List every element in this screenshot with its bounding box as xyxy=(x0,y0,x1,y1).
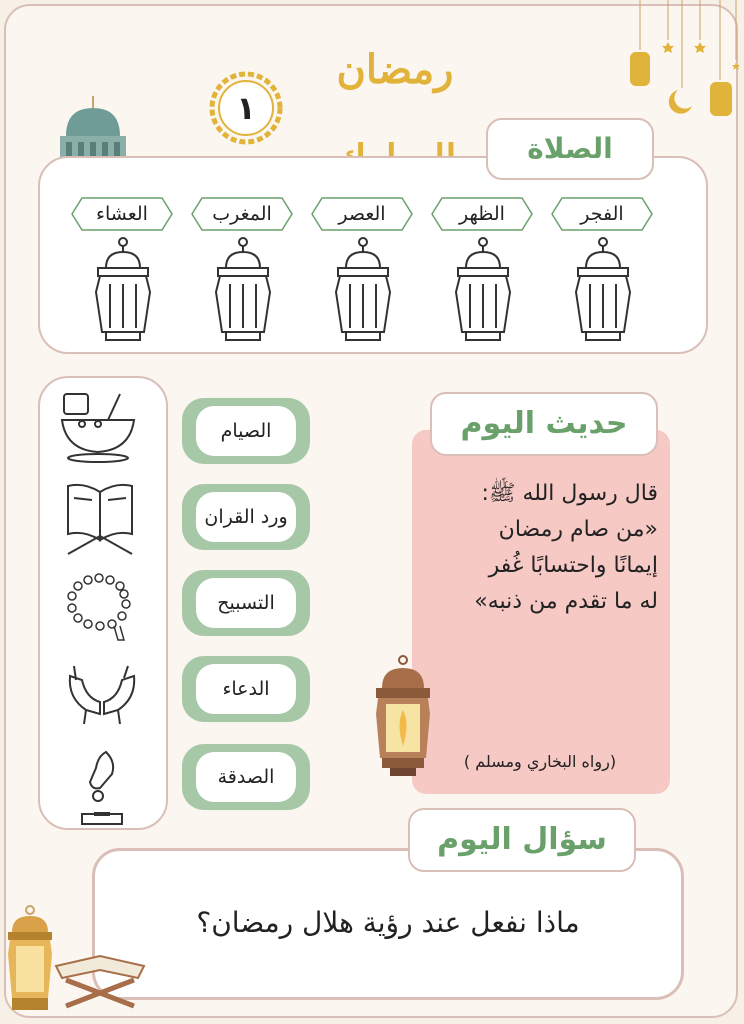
question-section-title: سؤال اليوم xyxy=(408,808,636,872)
prayer-label-maghrib[interactable] xyxy=(190,196,294,232)
prayer-label-fajr[interactable] xyxy=(550,196,654,232)
lantern-icon xyxy=(372,654,434,778)
quran-stand-icon xyxy=(52,946,148,1010)
charity-coin-icon xyxy=(76,748,132,828)
worship-item-label: ورد القران xyxy=(196,492,296,542)
day-number: ١ xyxy=(236,89,256,127)
worship-item-tasbih[interactable] xyxy=(182,570,310,636)
prayers-section-title: الصلاة xyxy=(486,118,654,180)
prayer-label-text: العصر xyxy=(338,203,386,225)
lantern-outline-icon[interactable] xyxy=(452,236,514,346)
question-text: ماذا نفعل عند رؤية هلال رمضان؟ xyxy=(196,906,580,939)
worship-item-fasting[interactable] xyxy=(182,398,310,464)
hadith-text xyxy=(412,476,658,620)
worship-item-dua[interactable] xyxy=(182,656,310,722)
hadith-line: إيمانًا واحتسابًا غُفر xyxy=(488,553,658,578)
lantern-outline-icon[interactable] xyxy=(212,236,274,346)
hadith-line: له ما تقدم من ذنبه» xyxy=(474,589,658,614)
food-bowl-icon xyxy=(58,390,138,464)
hadith-source: (رواه البخاري ومسلم ) xyxy=(463,752,617,771)
prayer-label-dhuhr[interactable] xyxy=(430,196,534,232)
worship-item-label: الدعاء xyxy=(196,664,296,714)
lantern-outline-icon[interactable] xyxy=(92,236,154,346)
prayer-label-text: العشاء xyxy=(96,203,148,225)
hanging-lanterns-icon xyxy=(620,0,744,124)
worship-item-quran[interactable] xyxy=(182,484,310,550)
prayer-beads-icon xyxy=(64,570,134,646)
day-number-badge xyxy=(208,70,284,146)
lantern-outline-icon[interactable] xyxy=(332,236,394,346)
page-title: رمضان xyxy=(336,46,454,93)
worship-item-charity[interactable] xyxy=(182,744,310,810)
worship-item-label: الصدقة xyxy=(196,752,296,802)
prayer-label-text: المغرب xyxy=(212,203,272,225)
worship-item-label: التسبيح xyxy=(196,578,296,628)
lantern-outline-icon[interactable] xyxy=(572,236,634,346)
lantern-icon xyxy=(4,904,56,1016)
open-quran-icon xyxy=(60,480,140,556)
prayer-label-isha[interactable] xyxy=(70,196,174,232)
hadith-line: «من صام رمضان xyxy=(498,517,658,542)
praying-hands-icon xyxy=(64,658,140,730)
hadith-section-title: حديث اليوم xyxy=(430,392,658,456)
prayer-label-text: الفجر xyxy=(580,203,624,225)
hadith-line: قال رسول الله ﷺ: xyxy=(481,481,658,506)
worship-item-label: الصيام xyxy=(196,406,296,456)
prayer-label-text: الظهر xyxy=(459,203,505,225)
prayer-label-asr[interactable] xyxy=(310,196,414,232)
